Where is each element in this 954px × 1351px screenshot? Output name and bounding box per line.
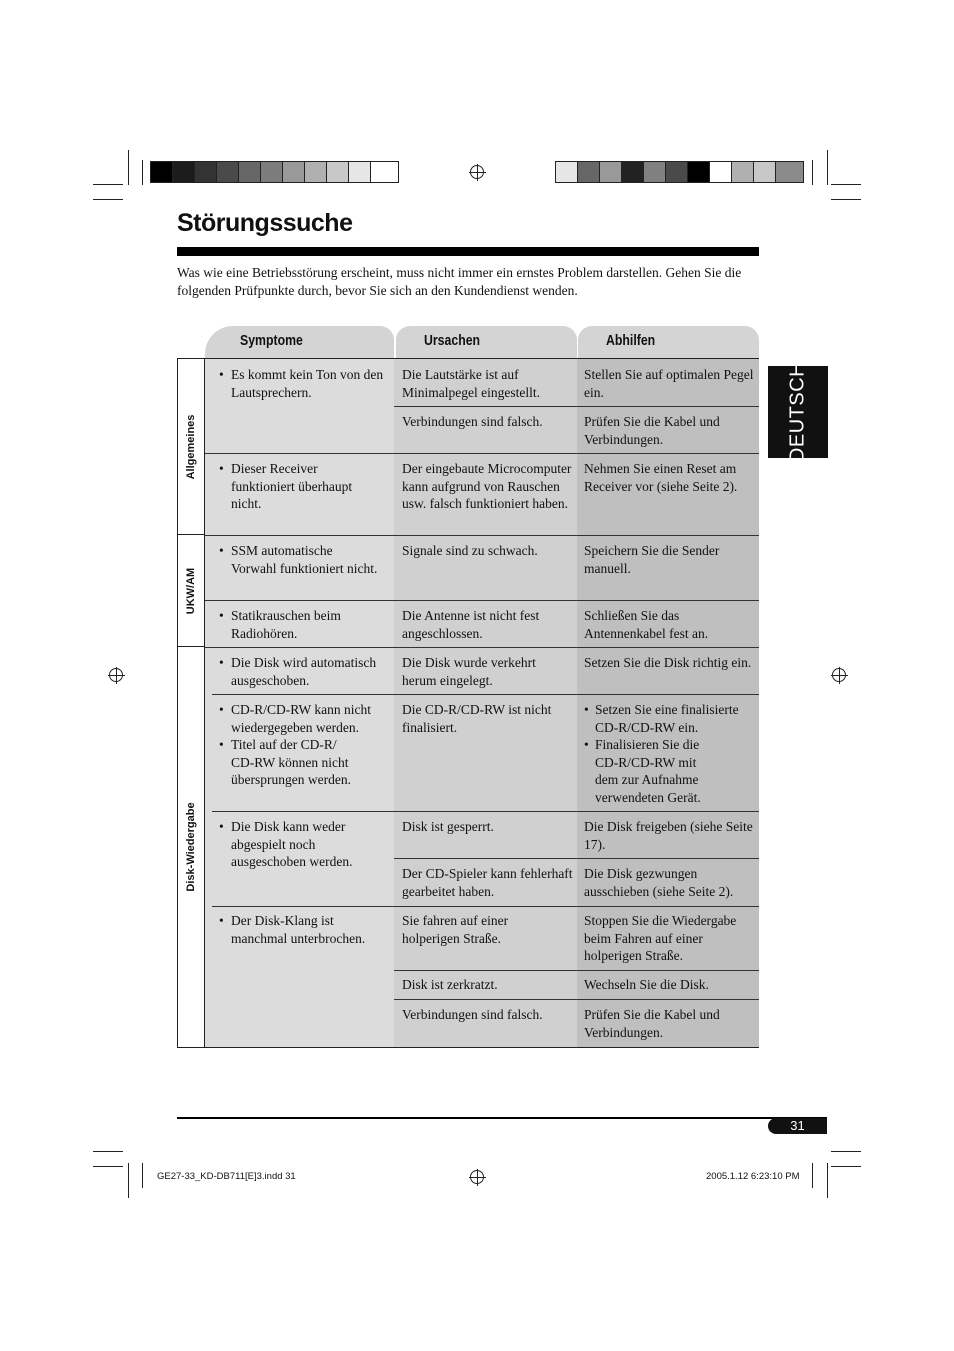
bullet: • bbox=[219, 819, 224, 834]
symptom-text: Die Disk kann weder abgespielt noch ausgeschoben werden. bbox=[231, 819, 353, 870]
row-divider bbox=[205, 535, 759, 536]
symptom-text: Dieser Receiver funktioniert überhaupt nicht. bbox=[231, 461, 353, 512]
group-disk-wiedergabe: Disk-Wiedergabe bbox=[177, 647, 205, 1047]
bullet: • bbox=[219, 461, 224, 476]
crop-mark bbox=[93, 184, 123, 185]
bullet: • bbox=[219, 543, 224, 558]
bullet: • bbox=[219, 913, 224, 928]
cause-text: Die Lautstärke ist auf Minimalpegel eingestellt. bbox=[402, 367, 540, 400]
cause-text: Signale sind zu schwach. bbox=[402, 543, 538, 558]
crop-mark bbox=[812, 1163, 813, 1188]
cause-text: Die Disk wurde verkehrt herum eingelegt. bbox=[402, 655, 536, 688]
cause-text: Die CD-R/CD-RW ist nicht finalisiert. bbox=[402, 702, 552, 735]
cause-text: Verbindungen sind falsch. bbox=[402, 1007, 543, 1022]
row-divider bbox=[212, 694, 759, 695]
crop-mark bbox=[93, 199, 123, 200]
row-divider bbox=[394, 999, 759, 1000]
remedy-text: Stellen Sie auf optimalen Pegel ein. bbox=[584, 367, 754, 400]
cause-text: Disk ist gesperrt. bbox=[402, 819, 494, 834]
footer-rule bbox=[177, 1117, 827, 1119]
bullet: • bbox=[219, 737, 224, 752]
remedy-text: Schließen Sie das Antennenkabel fest an. bbox=[584, 608, 709, 641]
row-divider bbox=[205, 453, 759, 454]
language-tab: DEUTSCH bbox=[768, 366, 828, 458]
symptom-text: Der Disk-Klang ist manchmal unterbrochen. bbox=[231, 913, 366, 946]
remedy-text: Prüfen Sie die Kabel und Verbindungen. bbox=[584, 414, 720, 447]
remedy-text: Nehmen Sie einen Reset am Receiver vor (siehe Seite 2). bbox=[584, 461, 738, 494]
bullet: • bbox=[219, 608, 224, 623]
registration-mark-icon bbox=[109, 668, 123, 682]
title-rule bbox=[177, 247, 759, 256]
remedy-text: Speichern Sie die Sender manuell. bbox=[584, 543, 720, 576]
cause-text: Disk ist zerkratzt. bbox=[402, 977, 498, 992]
cause-text: Die Antenne ist nicht fest angeschlossen. bbox=[402, 608, 540, 641]
symptom-text: Es kommt kein Ton von den Lautsprechern. bbox=[231, 367, 384, 400]
row-divider bbox=[394, 406, 759, 407]
crop-mark bbox=[831, 184, 861, 185]
crop-mark bbox=[831, 1166, 861, 1167]
color-bar-left bbox=[150, 161, 399, 183]
remedy-text: Setzen Sie eine finalisierte CD-R/CD-RW ein. bbox=[595, 702, 739, 735]
bullet: • bbox=[584, 702, 589, 717]
color-bar-right bbox=[555, 161, 804, 183]
page-number: 31 bbox=[768, 1118, 827, 1134]
slug-left: GE27-33_KD-DB711[E]3.indd 31 bbox=[157, 1171, 296, 1182]
registration-mark-icon bbox=[470, 165, 484, 179]
symptom-text: Statikrauschen beim Radiohören. bbox=[231, 608, 341, 641]
crop-mark bbox=[827, 150, 828, 185]
remedy-text: Wechseln Sie die Disk. bbox=[584, 977, 709, 992]
header-ursachen: Ursachen bbox=[396, 326, 577, 358]
crop-mark bbox=[142, 1163, 143, 1188]
crop-mark bbox=[128, 1163, 129, 1198]
row-divider bbox=[212, 811, 759, 812]
bullet: • bbox=[584, 737, 589, 752]
symptom-text: Titel auf der CD-R/ CD-RW können nicht übersprungen werden. bbox=[231, 737, 351, 788]
symptom-text: Die Disk wird automatisch ausgeschoben. bbox=[231, 655, 377, 688]
crop-mark bbox=[93, 1166, 123, 1167]
troubleshooting-table bbox=[177, 358, 759, 1048]
intro-text: Was wie eine Betriebsstörung erscheint, muss nicht immer ein ernstes Problem darstellen. Gehen Sie die folgenden Prüfpunkte durch, bevor Sie sich an den Kundendienst wenden. bbox=[177, 265, 742, 298]
row-divider bbox=[205, 647, 759, 648]
remedy-text: Finalisieren Sie die CD-R/CD-RW mit dem zur Aufnahme verwendeten Gerät. bbox=[595, 737, 701, 805]
page-title: Störungssuche bbox=[177, 209, 353, 237]
row-divider bbox=[205, 600, 759, 601]
remedy-text: Die Disk gezwungen ausschieben (siehe Seite 2). bbox=[584, 866, 734, 899]
cause-text: Der eingebaute Microcomputer kann aufgrund von Rauschen usw. falsch funktioniert haben. bbox=[402, 461, 572, 512]
crop-mark bbox=[831, 199, 861, 200]
cause-text: Sie fahren auf einer holperigen Straße. bbox=[402, 913, 509, 946]
header-abhilfen: Abhilfen bbox=[578, 326, 759, 358]
remedy-text: Stoppen Sie die Wiedergabe beim Fahren auf einer holperigen Straße. bbox=[584, 913, 737, 964]
remedy-text: Die Disk freigeben (siehe Seite 17). bbox=[584, 819, 753, 852]
crop-mark bbox=[812, 160, 813, 185]
bullet: • bbox=[219, 655, 224, 670]
group-allgemeines: Allgemeines bbox=[177, 359, 205, 535]
group-ukw-am: UKW/AM bbox=[177, 535, 205, 647]
symptom-text: SSM automatische Vorwahl funktioniert nicht. bbox=[231, 543, 378, 576]
crop-mark bbox=[827, 1163, 828, 1198]
crop-mark bbox=[831, 1151, 861, 1152]
remedy-text: Setzen Sie die Disk richtig ein. bbox=[584, 655, 752, 670]
header-symptome: Symptome bbox=[205, 326, 394, 358]
registration-mark-icon bbox=[470, 1170, 484, 1184]
crop-mark bbox=[93, 1151, 123, 1152]
crop-mark bbox=[142, 160, 143, 185]
slug-right: 2005.1.12 6:23:10 PM bbox=[706, 1171, 800, 1182]
crop-mark bbox=[128, 150, 129, 185]
remedy-text: Prüfen Sie die Kabel und Verbindungen. bbox=[584, 1007, 720, 1040]
row-divider bbox=[394, 858, 759, 859]
row-divider bbox=[394, 970, 759, 971]
row-divider bbox=[212, 906, 759, 907]
cause-text: Verbindungen sind falsch. bbox=[402, 414, 543, 429]
cause-text: Der CD-Spieler kann fehlerhaft gearbeitet haben. bbox=[402, 866, 573, 899]
symptom-text: CD-R/CD-RW kann nicht wiedergegeben werden. bbox=[231, 702, 371, 735]
bullet: • bbox=[219, 367, 224, 382]
bullet: • bbox=[219, 702, 224, 717]
registration-mark-icon bbox=[832, 668, 846, 682]
